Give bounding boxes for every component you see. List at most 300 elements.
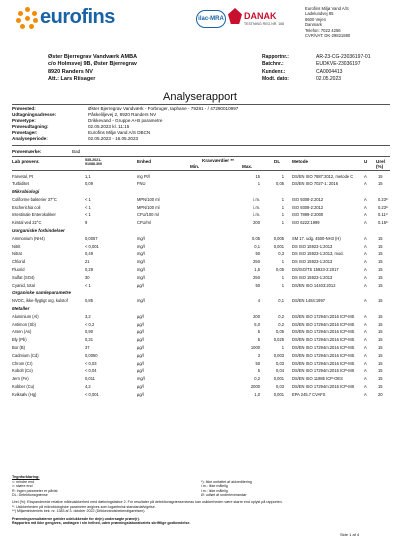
legend-item: *): Ikke omfattet af akkreditering <box>201 479 252 484</box>
table-row <box>12 312 390 320</box>
page-title: Analyserapport <box>163 91 237 103</box>
dl-value: 1 <box>281 345 284 351</box>
u-value: A <box>364 368 367 374</box>
dl-value: 0,2 <box>278 313 284 319</box>
section-title: Organiske samleparametre <box>12 290 71 296</box>
unit-value: CFU/100 ml <box>137 212 159 218</box>
parameter-name: Nitrat <box>12 251 22 257</box>
result-value: < 0,001 <box>85 391 99 397</box>
lab-address-line: 6600 Vejen <box>305 16 326 22</box>
col-urel-header: Urel (%) <box>376 159 385 169</box>
eurofins-wordmark: eurofins <box>40 6 115 28</box>
footnote: **) Miljøministeriets bek. nr. 1383 af 3. oktober 2022 (Drikkevandsbekendtgørelsen). <box>12 509 146 514</box>
info-value: Påskeliljevej 2, 8920 Randers NV <box>88 112 157 118</box>
parameter-name: Coliforme bakterier 37°C <box>12 196 57 202</box>
info-key: Prøveudtagning: <box>12 124 49 130</box>
batch-number: EUDKVE-23036197 <box>316 61 361 68</box>
table-row <box>12 258 390 266</box>
method-value: DS/EN ISO 17294m:2016 ICP-MS <box>292 384 355 390</box>
dl-value: 1 <box>281 220 284 226</box>
parameter-name: Chrom (Cr) <box>12 360 33 366</box>
unit-value: FNU <box>137 181 146 187</box>
col-u-header: U <box>364 159 368 164</box>
col-req-header: Kravværdier ** <box>202 158 234 163</box>
result-value: 4,2 <box>85 384 91 390</box>
unit-value: mg/l <box>137 298 145 304</box>
dl-value: 0,003 <box>273 352 284 358</box>
unit-value: µg/l <box>137 384 144 390</box>
parameter-name: Farvetal, Pt <box>12 173 33 179</box>
dl-value: 0,001 <box>273 243 284 249</box>
unit-value: µg/l <box>137 282 144 288</box>
urel-value: 15 <box>378 329 383 335</box>
result-value: 0,90 <box>85 329 93 335</box>
max-value: 3 <box>257 352 260 358</box>
u-value: A <box>364 298 367 304</box>
unit-value: MPN/100 ml <box>137 196 160 202</box>
parameter-name: NVOC, ikke-flygtigt org. kulstof <box>12 298 68 304</box>
urel-value: 15 <box>378 259 383 265</box>
urel-value: 15 <box>378 352 383 358</box>
method-value: DS/EN ISO 17294m:2016 ICP-MS <box>292 360 355 366</box>
urel-value: 15 <box>378 384 383 390</box>
urel-value: 15 <box>378 173 383 179</box>
table-row <box>12 320 390 328</box>
dl-value: 0,2 <box>278 321 284 327</box>
result-value: 0,85 <box>85 298 93 304</box>
parameter-name: Nitrit <box>12 243 21 249</box>
unit-value: mg/l <box>137 259 145 265</box>
u-value: A <box>364 352 367 358</box>
info-key: Udtagningsadresse: <box>12 112 57 118</box>
dl-value: 0,3 <box>278 251 284 257</box>
max-value: 1 <box>257 181 260 187</box>
max-value: 4 <box>257 298 260 304</box>
parameter-name: Sulfat (SO4) <box>12 274 35 280</box>
max-value: 50 <box>255 282 260 288</box>
results-table <box>12 172 390 398</box>
section-title: Uorganiske forbindelser <box>12 228 65 234</box>
method-value: DS/EN ISO 17294m:2016 ICP-MS <box>292 329 355 335</box>
method-value: DS/EN ISO 17294m:2016 ICP-MS <box>292 321 355 327</box>
unit-value: µg/l <box>137 352 144 358</box>
parameter-name: Cadmium (Cd) <box>12 352 39 358</box>
table-row <box>12 250 390 258</box>
table-row <box>12 219 390 227</box>
unit-value: µg/l <box>137 329 144 335</box>
col-method-header: Metode <box>292 159 309 164</box>
u-value: A <box>364 212 367 218</box>
result-value: 0,0057 <box>85 235 98 241</box>
sample-mark-value: Bad <box>72 149 81 154</box>
urel-value: 15 <box>378 251 383 257</box>
max-value: 200 <box>253 220 260 226</box>
max-value: 0.05 <box>252 235 260 241</box>
u-value: A <box>364 391 367 397</box>
urel-value: 15 <box>378 181 383 187</box>
method-value: ISO 6222:1999 <box>292 220 320 226</box>
u-value: A <box>364 196 367 202</box>
footnote: ¹⁾: Usikkerheden på mikrobiologiske parametre angives som logaritmisk standardafvigelse. <box>12 504 156 509</box>
parameter-name: Fluorid <box>12 267 25 273</box>
urel-value: 15 <box>378 376 383 382</box>
result-value: 0,49 <box>85 251 93 257</box>
legend-item: >: større end <box>12 484 33 489</box>
ilac-mra-logo: ilac-MRA <box>196 10 226 28</box>
unit-value: µg/l <box>137 337 144 343</box>
urel-value: 15 <box>378 345 383 351</box>
legend-item: <: mindre end <box>12 479 35 484</box>
u-value: A <box>364 181 367 187</box>
urel-value: 0.11¹⁾ <box>378 212 389 218</box>
parameter-name: Arsen (As) <box>12 329 32 335</box>
parameter-name: Kimtal ved 22°C <box>12 220 42 226</box>
method-value: ISO 9308-2:2012 <box>292 196 324 202</box>
result-value: < 1 <box>85 204 91 210</box>
customer-line: 8920 Randers NV <box>48 68 93 75</box>
urel-value: 15 <box>378 360 383 366</box>
sample-info <box>12 106 238 143</box>
legend-item: R: Ingen parameter er påvist <box>12 488 58 493</box>
footer <box>12 475 390 526</box>
parameter-name: Turbiditet <box>12 181 29 187</box>
lab-address-line: Eurofins Miljø Vand A/S <box>305 6 349 11</box>
customer-line: c/o Holmsvej 9B, Øster Bjerregrav <box>48 61 137 68</box>
info-value: Drikkevand - Gruppe A+B parametre <box>88 118 163 124</box>
meta-key: Batchnr.: <box>262 61 284 68</box>
max-value: 50 <box>255 360 260 366</box>
u-value: A <box>364 220 367 226</box>
table-row <box>12 281 390 289</box>
method-value: DS/EN ISO 17294m:2016 ICP-MS <box>292 337 355 343</box>
col-unit-header: Enhed <box>137 159 152 164</box>
u-value: A <box>364 384 367 390</box>
info-key: Prøvested: <box>12 106 36 111</box>
danak-wordmark: DANAK <box>244 11 277 21</box>
result-value: 3,2 <box>85 313 91 319</box>
report-number: AR-23-CG-23036197-01 <box>316 54 371 60</box>
section-header <box>12 188 390 196</box>
method-value: DS ISO 15923-1:2013 <box>292 259 333 265</box>
unit-value: mg/l <box>137 376 145 382</box>
method-value: DS/EN ISO 17294m:2016 ICP-MS <box>292 313 355 319</box>
method-value: ISO 7899-2:2000 <box>292 212 324 218</box>
method-value: DS/EN ISO 17294m:2016 ICP-MS <box>292 352 355 358</box>
sample-mark-label: Prøvemærke: <box>12 149 42 154</box>
section-title: Mikrobiologi <box>12 189 40 195</box>
u-value: A <box>364 329 367 335</box>
table-row <box>12 336 390 344</box>
dl-value: 1 <box>281 259 284 265</box>
max-value: 1,5 <box>254 267 260 273</box>
table-row <box>12 383 390 391</box>
max-value: 50 <box>255 251 260 257</box>
divider <box>12 104 390 105</box>
dl-value: 0,001 <box>273 376 284 382</box>
u-value: A <box>364 204 367 210</box>
table-row <box>12 328 390 336</box>
lab-address-line: CVR/VAT: DK-29821880 <box>305 33 351 39</box>
info-value: Eurofins Miljø Vand A/S DBCN <box>88 130 151 136</box>
max-value: 250 <box>253 259 260 265</box>
dl-value: 1 <box>281 173 284 179</box>
result-value: 0,29 <box>85 267 93 273</box>
urel-value: 20 <box>378 391 383 397</box>
lab-address <box>305 6 350 38</box>
max-value: 200 <box>253 313 260 319</box>
unit-value: mg/l <box>137 251 145 257</box>
unit-value: mg/l <box>137 243 145 249</box>
max-value: 5 <box>257 337 260 343</box>
max-value: 250 <box>253 274 260 280</box>
u-value: A <box>364 337 367 343</box>
urel-value: 0.23¹⁾ <box>378 204 389 210</box>
urel-value: 15 <box>378 321 383 327</box>
dl-value: 0,03 <box>276 360 284 366</box>
table-row <box>12 375 390 383</box>
method-value: EPA 245.7 CVAFS <box>292 391 326 397</box>
customer-number: CA0004413 <box>316 68 343 75</box>
eurofins-dots-icon <box>16 7 38 29</box>
parameter-name: Chlorid <box>12 259 25 265</box>
parameter-name: Kobolt (Co) <box>12 368 33 374</box>
unit-value: µg/l <box>137 313 144 319</box>
urel-value: 15 <box>378 282 383 288</box>
meta-key: Kundenr.: <box>262 68 286 75</box>
legend-title: Tegnforklaring: <box>12 475 40 479</box>
dl-value: 0,05 <box>276 329 284 335</box>
meta-key: Modt. dato: <box>262 76 289 83</box>
report-meta <box>262 54 370 84</box>
unit-value: CFU/ml <box>137 220 151 226</box>
unit-value: µg/l <box>137 345 144 351</box>
parameter-name: Bly (Pb) <box>12 337 27 343</box>
unit-value: µg/l <box>137 391 144 397</box>
method-value: DS/EN ISO 11885 ICP-OES <box>292 376 343 382</box>
result-value: < 1 <box>85 212 91 218</box>
table-row <box>12 195 390 203</box>
parameter-name: Jern (Fe) <box>12 376 29 382</box>
u-value: A <box>364 313 367 319</box>
col-min-header: Min. <box>190 164 200 169</box>
urel-value: 15 <box>378 274 383 280</box>
received-date: 02.05.2023 <box>316 76 342 83</box>
dl-value: 1 <box>281 274 284 280</box>
unit-value: mg/l <box>137 274 145 280</box>
info-key: Prøvetager: <box>12 130 38 136</box>
dl-value: 0,025 <box>273 337 284 343</box>
urel-value: 15 <box>378 298 383 304</box>
method-value: DS/EN ISO 17294m:2016 ICP-MS <box>292 368 355 374</box>
table-row <box>12 234 390 242</box>
max-value: 1,0 <box>254 391 260 397</box>
page-number: Side 1 af 4 <box>340 532 360 537</box>
dl-value: 0,03 <box>276 384 284 390</box>
dl-value: 1 <box>281 196 284 202</box>
max-value: 5 <box>257 329 260 335</box>
legend-item: Ø: udført af underleverandør <box>201 493 247 498</box>
unit-value: µg/l <box>137 360 144 366</box>
reproduction-note: Rapporten må ikke gengives, undtagen i sin helhed, uden prøvningslaboratoriets skriftlige godkendelse. <box>12 521 191 526</box>
u-value: A <box>364 173 367 179</box>
max-value: 0,2 <box>254 376 260 382</box>
result-value: 21 <box>85 259 90 265</box>
urel-value: 15 <box>378 368 383 374</box>
u-value: A <box>364 243 367 249</box>
info-value: 02.05.2023 kl. 11:15 <box>88 124 130 130</box>
validity-note: Prøveningsresultaterne gælder udelukkende for de(n) undersøgte prøve(r). <box>12 516 140 521</box>
unit-value: mg/l <box>137 235 145 241</box>
legend-item: i.m.: Ikke målelig <box>201 488 228 493</box>
table-row <box>12 180 390 188</box>
parameter-name: Kobber (Cu) <box>12 384 35 390</box>
result-value: 1,1 <box>85 173 91 179</box>
u-value: A <box>364 267 367 273</box>
parameter-name: Cyanid, total <box>12 282 35 288</box>
col-dl-header: DL <box>274 159 281 164</box>
info-key: Prøvetype: <box>12 118 36 124</box>
danak-logo <box>228 8 285 26</box>
parameter-name: Antimon (Sb) <box>12 321 36 327</box>
unit-value: MPN/100 ml <box>137 204 160 210</box>
u-value: A <box>364 376 367 382</box>
result-value: 30 <box>85 274 90 280</box>
max-value: 2000 <box>250 384 260 390</box>
urel-value: 15 <box>378 313 383 319</box>
section-title: Metaller <box>12 306 30 312</box>
max-value: i.m. <box>253 204 260 210</box>
table-row <box>12 390 390 398</box>
parameter-name: Bor (B) <box>12 345 25 351</box>
u-value: A <box>364 251 367 257</box>
method-value: DS/EN ISO 17294m:2016 ICP-MS <box>292 345 355 351</box>
lab-sample-id: 535-2021-91088.300 <box>85 158 102 167</box>
dl-value: 0,05 <box>276 267 284 273</box>
col-max-header: Max. <box>242 164 253 169</box>
table-row <box>12 266 390 274</box>
method-value: DS/EN ISO 14403:2012 <box>292 282 336 288</box>
section-header <box>12 227 390 235</box>
table-row <box>12 367 390 375</box>
section-header <box>12 305 390 313</box>
dl-value: 1 <box>281 212 284 218</box>
table-row <box>12 242 390 250</box>
result-value: < 1 <box>85 196 91 202</box>
max-value: 5,0 <box>254 321 260 327</box>
table-row <box>12 203 390 211</box>
method-value: DS/ISO/TS 15923-2:2017 <box>292 267 339 273</box>
unit-value: mg/l <box>137 267 145 273</box>
result-value: 0,31 <box>85 337 93 343</box>
info-value: 02.05.2023 - 16.05.2023 <box>88 136 139 142</box>
col-lab-header: Lab prøvenr. <box>12 159 40 164</box>
result-value: < 0,03 <box>85 360 97 366</box>
urel-value: 15 <box>378 235 383 241</box>
dl-value: 0,005 <box>273 235 284 241</box>
u-value: A <box>364 274 367 280</box>
result-value: < 0,2 <box>85 321 95 327</box>
table-row <box>12 351 390 359</box>
unit-value: mg Pt/l <box>137 173 150 179</box>
result-value: 37 <box>85 345 90 351</box>
urel-value: 15 <box>378 267 383 273</box>
lab-address-line: Telefon: 7022 4256 <box>305 27 341 33</box>
max-value: 15 <box>255 173 260 179</box>
parameter-name: Ammonium (NH4) <box>12 235 45 241</box>
table-row <box>12 273 390 281</box>
dl-value: 1 <box>281 282 284 288</box>
method-value: SM 17. udg. 4500-NH3 (H) <box>292 235 341 241</box>
table-row <box>12 359 390 367</box>
meta-key: Rapportnr.: <box>262 54 289 60</box>
max-value: i.m. <box>253 196 260 202</box>
table-row <box>12 211 390 219</box>
dl-value: 0,04 <box>276 368 284 374</box>
dl-value: 1 <box>281 204 284 210</box>
result-value: 0,011 <box>85 376 95 382</box>
result-value: < 1 <box>85 282 91 288</box>
legend-item: DL: Detektionsgrænse <box>12 493 48 498</box>
parameter-name: Intestinale Enterokokker <box>12 212 56 218</box>
u-value: A <box>364 282 367 288</box>
result-value: < 0,001 <box>85 243 99 249</box>
urel-value: 15 <box>378 243 383 249</box>
parameter-name: Aluminium (Al) <box>12 313 39 319</box>
method-value: DS/EN 1484:1997 <box>292 298 325 304</box>
table-row <box>12 344 390 352</box>
customer-line: Øster Bjerregrav Vandværk AMBA <box>48 54 138 60</box>
method-value: DS/EN ISO 7027-1: 2016 <box>292 181 338 187</box>
dl-value: 0,1 <box>278 298 284 304</box>
method-value: ISO 9308-2:2012 <box>292 204 324 210</box>
eurofins-logo <box>16 6 115 29</box>
divider <box>12 145 390 146</box>
divider <box>12 170 390 171</box>
section-header <box>12 289 390 297</box>
urel-value: 0.15¹⁾ <box>378 220 389 226</box>
info-value: Øster Bjerregrav Vandværk - Forbruger, taphane - 79281 - / 47290010997 <box>88 106 239 111</box>
method-value: DS/EN ISO 7887:2012, metode C <box>292 173 354 179</box>
table-row <box>12 172 390 180</box>
lab-address-line: Ladelundvej 85 <box>305 11 334 17</box>
danak-registration: TESTNING REG.NR. 168 <box>244 22 285 26</box>
info-key: Analyseperiode: <box>12 136 48 142</box>
u-value: A <box>364 321 367 327</box>
dl-value: 0,001 <box>273 391 284 397</box>
lab-address-line: Danmark <box>305 22 322 28</box>
method-value: DS ISO 15923-1:2013, mod. <box>292 251 344 257</box>
max-value: 5 <box>257 368 260 374</box>
parameter-name: Escherichia coli <box>12 204 41 210</box>
danak-crown-icon <box>228 8 242 24</box>
customer-line: Att.: Lars Riisager <box>48 76 96 83</box>
dl-value: 0,05 <box>276 181 284 187</box>
result-value: 9 <box>85 220 88 226</box>
method-value: DS ISO 15923-1:2013 <box>292 243 333 249</box>
result-value: 0,0050 <box>85 352 98 358</box>
method-value: DS ISO 15923-1:2013 <box>292 274 333 280</box>
max-value: i.m. <box>253 212 260 218</box>
u-value: A <box>364 259 367 265</box>
result-value: 0,09 <box>85 181 93 187</box>
table-row <box>12 297 390 305</box>
urel-value: 15 <box>378 337 383 343</box>
unit-value: µg/l <box>137 321 144 327</box>
u-value: A <box>364 360 367 366</box>
customer-address <box>48 54 137 84</box>
u-value: A <box>364 345 367 351</box>
legend-item: i.m.: Ikke målelig <box>201 484 228 489</box>
